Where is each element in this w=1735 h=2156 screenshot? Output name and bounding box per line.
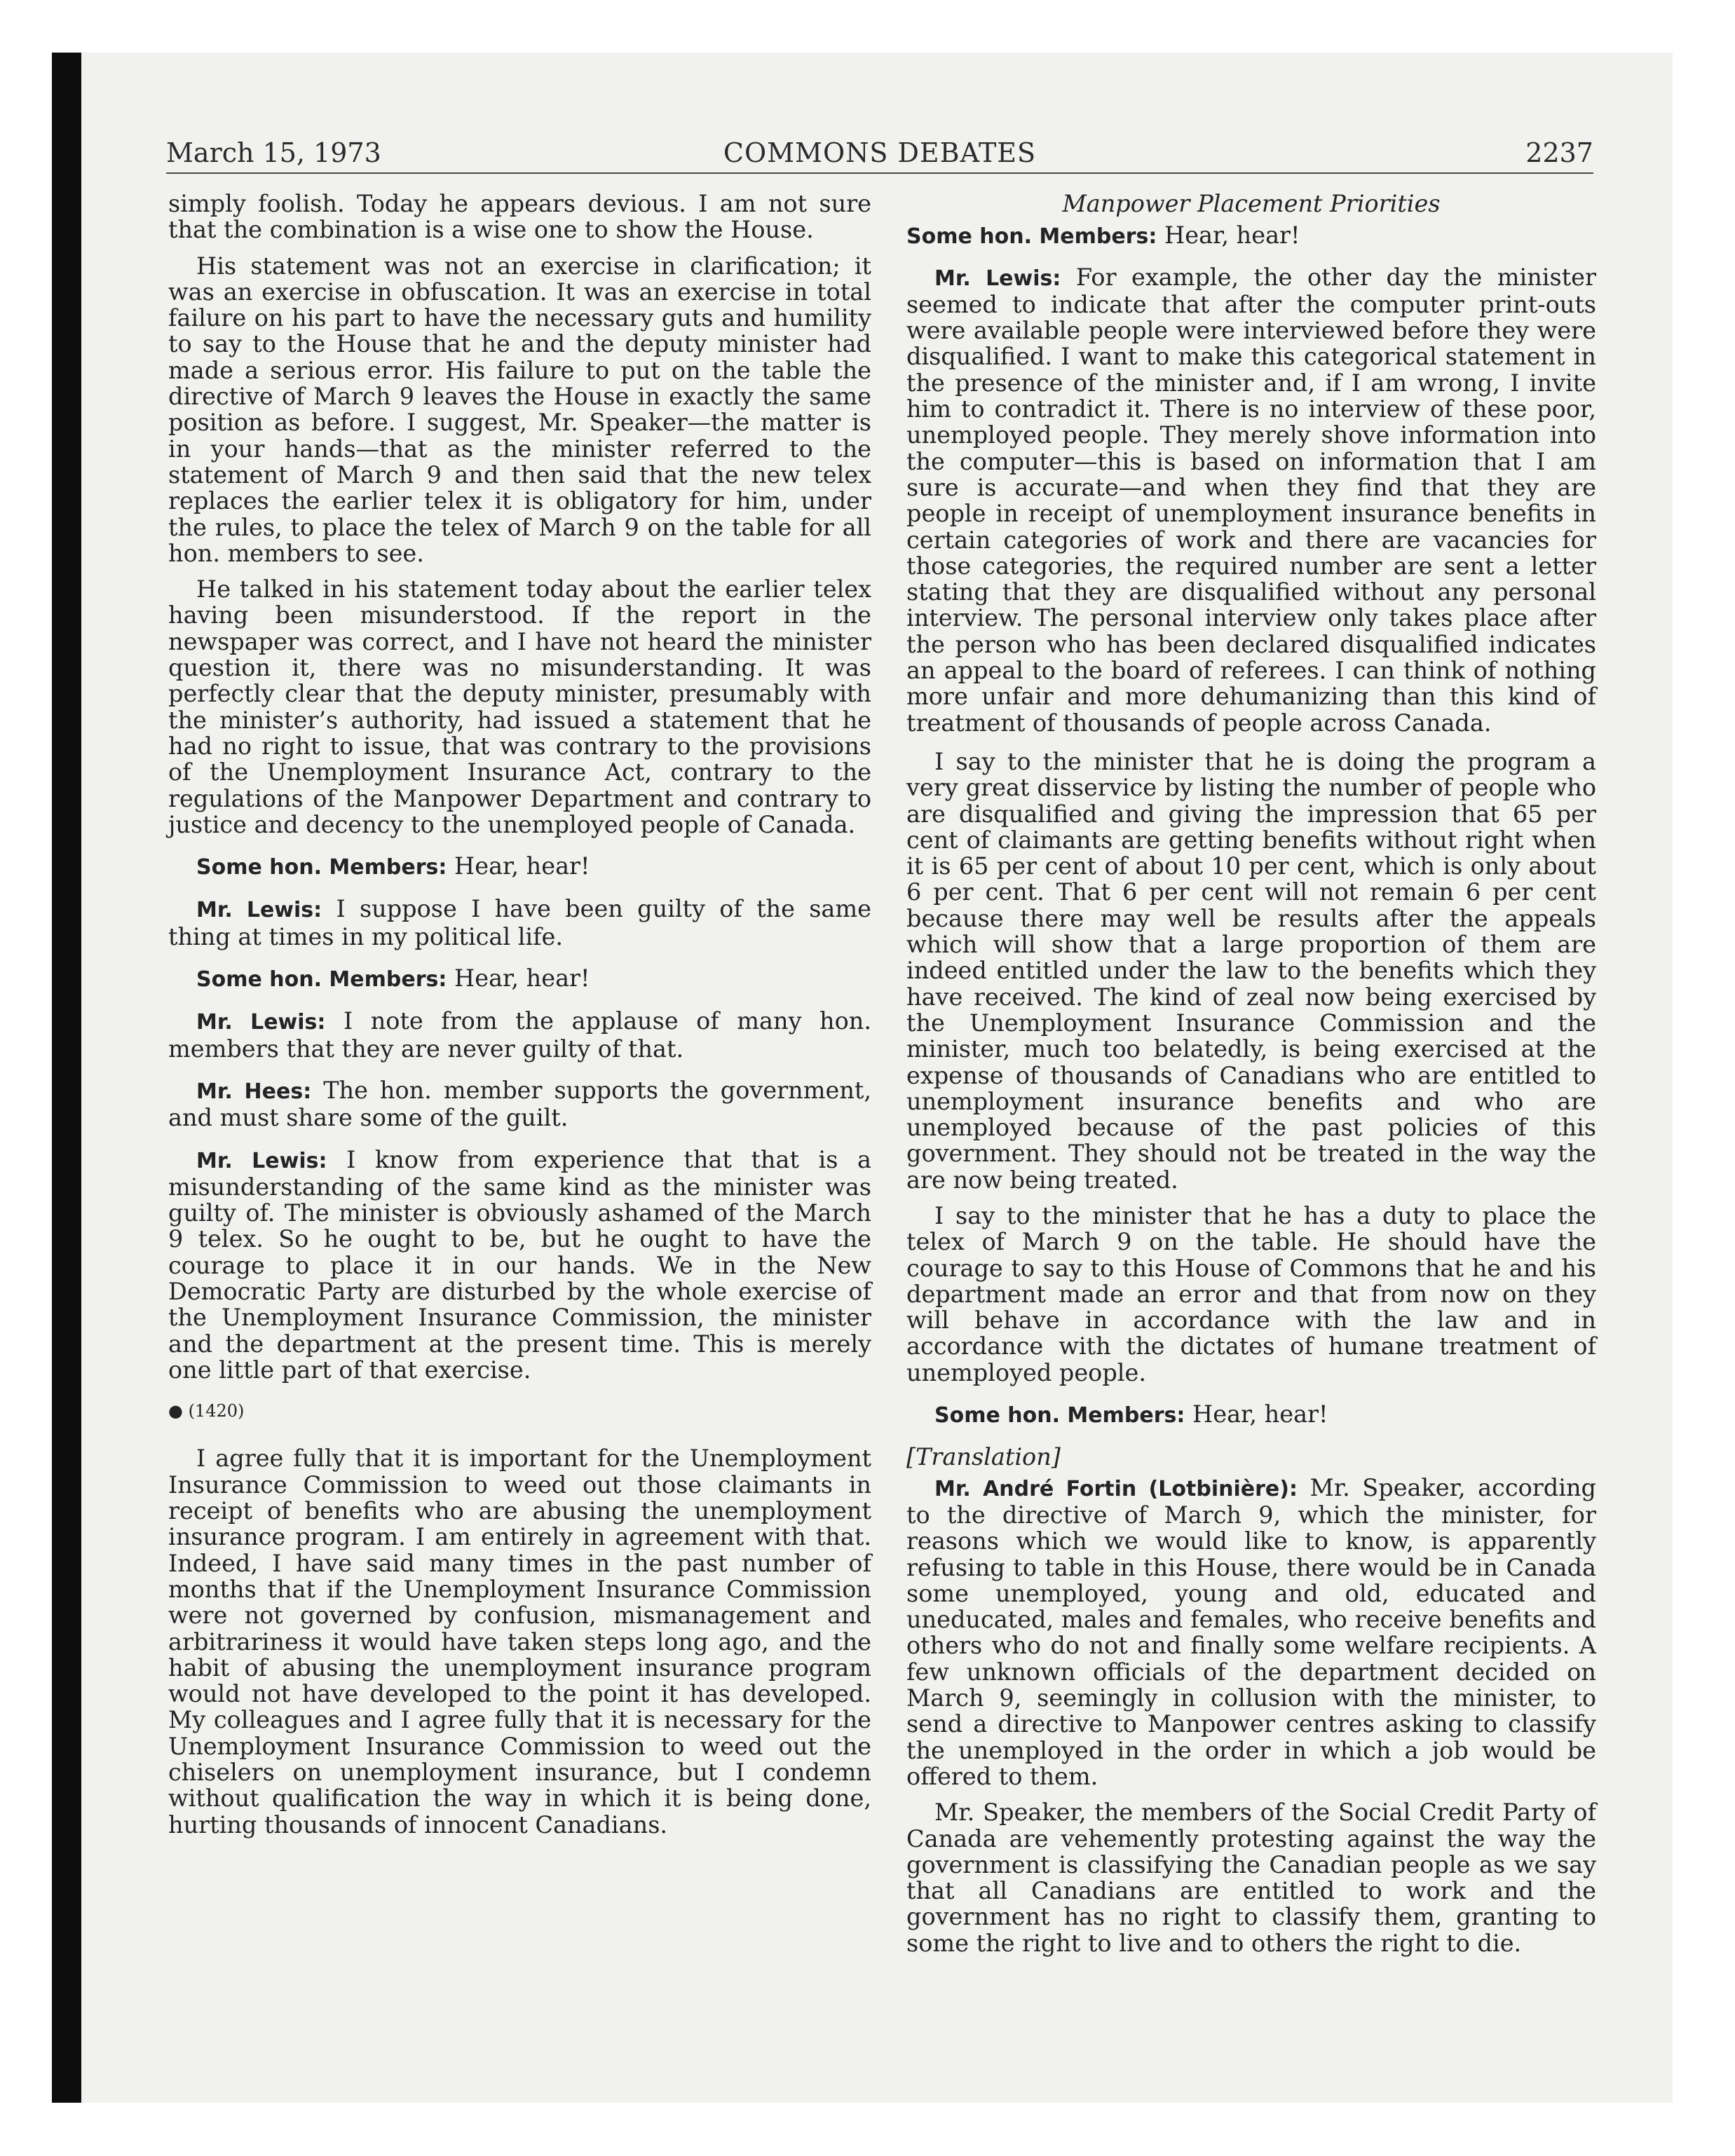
speaker-name: Some hon. Members:: [196, 967, 447, 992]
scan-edge-shadow: [52, 53, 81, 2103]
speech-text: Hear, hear!: [1164, 221, 1300, 250]
paragraph: I agree fully that it is important for the Unemployment Insurance Commission to weed out those claimants in receipt of benefits who are abusing the unemployment insurance program. I am entirely in agreement with that. Indeed, I have said many times in the past number of months that if the Unemployment Insurance Commission were not governed by confusion, mismanagement and arbitrariness it would have taken steps long ago, and the habit of abusing the unemployment insurance program would not have developed to the point it has developed. My colleagues and I agree fully that it is necessary for the Unemployment Insurance Commission to weed out the chiselers on unemployment insurance, but I condemn without qualification the way in which it is being done, hurting thousands of innocent Canadians.: [168, 1445, 871, 1838]
timestamp-marker: ● (1420): [168, 1401, 245, 1421]
paragraph: simply foolish. Today he appears devious. I am not sure that the combination is a wise one to show the House.: [168, 190, 871, 244]
paragraph: Mr. Speaker, the members of the Social Credit Party of Canada are vehemently protesting against the way the government is classifying the Canadian people as we say that all Canadians are entitled to work and the government has no right to classify them, granting to some the right to live and to others the right to die.: [906, 1799, 1596, 1957]
page-header: [166, 133, 1593, 174]
interjection: [168, 965, 871, 992]
speaker-name: Mr. André Fortin (Lotbinière):: [934, 1476, 1298, 1501]
interjection: [168, 1008, 871, 1062]
speech-text: Hear, hear!: [454, 852, 590, 880]
paragraph: I say to the minister that he has a duty to place the telex of March 9 on the table. He should have the courage to say to this House of Commons that he and his department made an error and that from now on they will behave in accordance with the law and in accordance with the dictates of humane treatment of unemployed people.: [906, 1201, 1596, 1386]
translation-marker: [Translation]: [906, 1443, 1061, 1471]
interjection: [168, 1077, 871, 1131]
speech-text: Hear, hear!: [1192, 1400, 1328, 1428]
header-title: COMMONS DEBATES: [723, 137, 1037, 168]
speaker-name: Mr. Lewis:: [196, 898, 322, 923]
speech-text: I know from experience that that is a misunderstanding of the same kind as the minister was guilty of. The minister is obviously ashamed of the March 9 telex. So he ought to be, but he ought to have the courage to place it in our hands. We in the New Democratic Party are disturbed by the whole exercise of the Unemployment Insurance Commission, the minister and the department at the present time. This is merely one little part of that exercise.: [168, 1145, 871, 1384]
paragraph: His statement was not an exercise in clarification; it was an exercise in obfuscation. It was an exercise in total failure on his part to have the necessary guts and humility to say to the House that he and the deputy minister had made a serious error. His failure to put on the table the directive of March 9 leaves the House in exactly the same position as before. I suggest, Mr. Speaker—the matter is in your hands—that as the minister referred to the statement of March 9 and then said that the new telex replaces the earlier telex it is obligatory for him, under the rules, to place the telex of March 9 on the table for all hon. members to see.: [168, 252, 871, 567]
paragraph: He talked in his statement today about the earlier telex having been misunderstood. If the report in the newspaper was correct, and I have not heard the minister question it, there was no misunderstanding. It was perfectly clear that the deputy minister, presumably with the minister’s authority, had issued a statement that he had no right to issue, that was contrary to the provisions of the Unemployment Insurance Act, contrary to the regulations of the Manpower Department and contrary to justice and decency to the unemployed people of Canada.: [168, 575, 871, 838]
speaker-name: Mr. Hees:: [196, 1079, 312, 1104]
right-column: [906, 191, 1596, 1966]
section-subheading: Manpower Placement Priorities: [1062, 190, 1441, 217]
speech-text: The hon. member supports the government, and must share some of the guilt.: [168, 1076, 872, 1132]
speech: [906, 1475, 1596, 1790]
speaker-name: Mr. Lewis:: [196, 1010, 326, 1035]
speech-text: Mr. Speaker, according to the directive of March 9, which the minister, for reasons which we would like to know, is apparently refusing to table in this House, there would be in Canada some unemployed, young and old, educated and uneducated, males and females, who receive benefits and others who do not and finally some welfare recipients. A few unknown officials of the department decided on March 9, seemingly in collusion with the minister, to send a directive to Manpower centres asking to classify the unemployed in the order in which a job would be offered to them.: [906, 1473, 1596, 1790]
speaker-name: Mr. Lewis:: [934, 266, 1061, 291]
speech-text: Hear, hear!: [454, 964, 590, 992]
interjection: [168, 896, 871, 950]
interjection: [906, 222, 1596, 250]
header-date: March 15, 1973: [166, 137, 381, 168]
interjection: [168, 853, 871, 880]
speech-text: I suppose I have been guilty of the same thing at times in my political life.: [168, 895, 871, 950]
speaker-name: Mr. Lewis:: [196, 1148, 327, 1173]
speech: [168, 1147, 871, 1384]
paragraph: I say to the minister that he is doing the program a very great disservice by listing the number of people who are disqualified and giving the impression that 65 per cent of claimants are getting benefits without right when it is 65 per cent of about 10 per cent, which is only about 6 per cent. That 6 per cent will not remain 6 per cent because there may well be results after the appeals which will show that a large proportion of them are indeed entitled under the law to the benefits which they have received. The kind of zeal now being exercised by the Unemployment Insurance Commission and the minister, much too belatedly, is being exercised at the expense of thousands of Canadians who are entitled to unemployment insurance benefits and who are unemployed because of the past policies of this government. They should not be treated in the way the are now being treated.: [906, 747, 1596, 1194]
speaker-name: Some hon. Members:: [196, 855, 447, 880]
speech-text: I note from the applause of many hon. members that they are never guilty of that.: [168, 1007, 871, 1063]
speaker-name: Some hon. Members:: [934, 1403, 1185, 1428]
speaker-name: Some hon. Members:: [906, 224, 1157, 250]
interjection: [906, 1401, 1596, 1428]
speech: [906, 264, 1596, 736]
speech-text: For example, the other day the minister seemed to indicate that after the computer print-outs were available people were interviewed before they were disqualified. I want to make this categorical statement in the presence of the minister and, if I am wrong, I invite him to contradict it. There is no interview of these poor, unemployed people. They merely shove information into the computer—this is based on information that I am sure is accurate—and when they find that they are people in receipt of unemployment insurance benefits in certain categories of work and there are vacancies for those categories, the required number are sent a letter stating that they are disqualified without any personal interview. The personal interview only takes place after the person who has been declared disqualified indicates an appeal to the board of referees. I can think of nothing more unfair and more dehumanizing than this kind of treatment of thousands of people across Canada.: [906, 263, 1597, 737]
page-number: 2237: [1525, 137, 1593, 168]
left-column: [168, 191, 871, 1848]
